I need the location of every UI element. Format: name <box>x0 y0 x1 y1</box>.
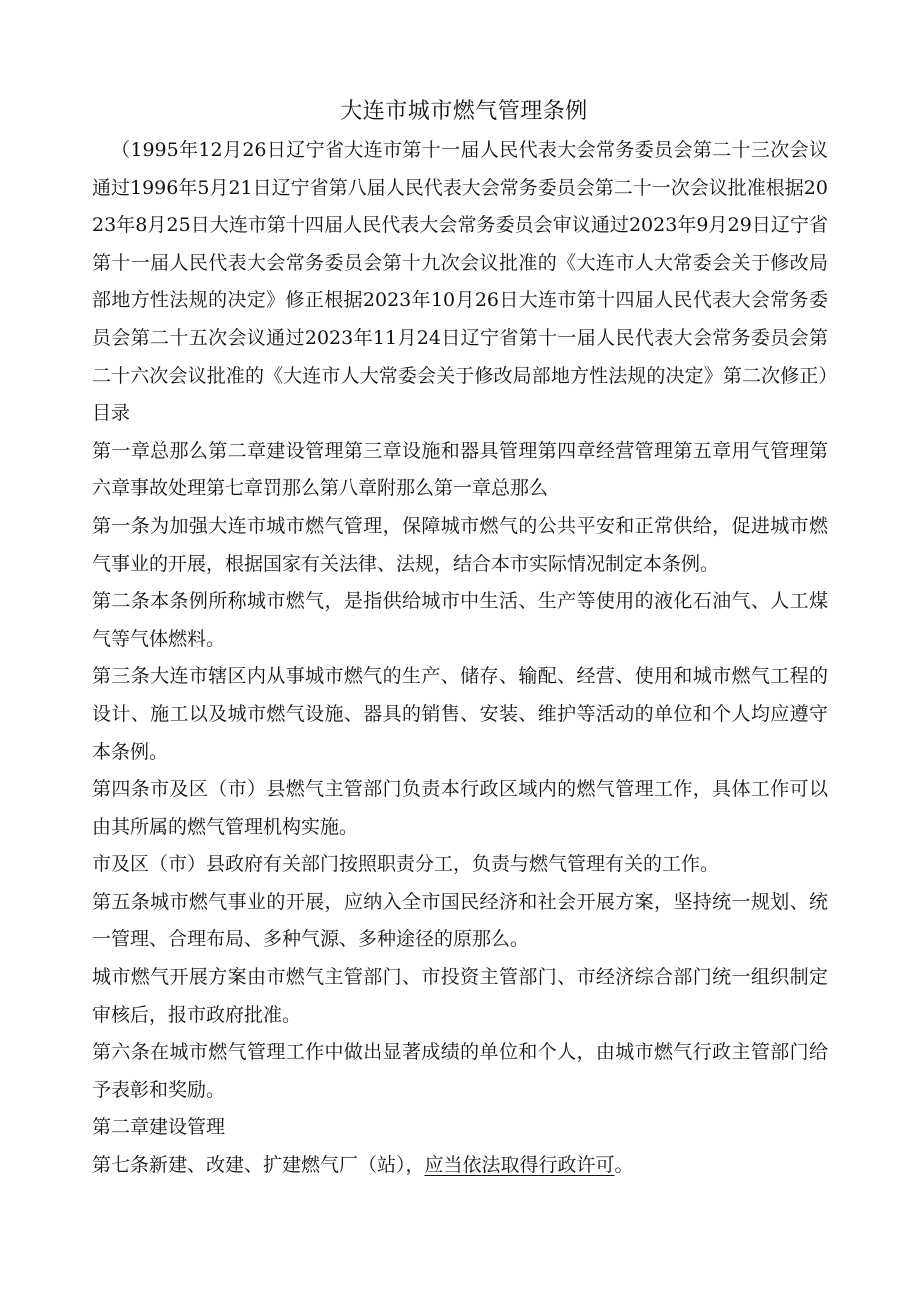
article-4-clause-paragraph: 市及区（市）县政府有关部门按照职责分工，负责与燃气管理有关的工作。 <box>92 853 720 876</box>
article-7-tail-text: 。 <box>614 1154 634 1177</box>
article-1-paragraph: 第一条为加强大连市城市燃气管理，保障城市燃气的公共平安和正常供给，促进城市燃气事业的开展，根据国家有关法律、法规，结合本市实际情况制定本条例。 <box>92 514 828 575</box>
article-2-paragraph: 第二条本条例所称城市燃气，是指供给城市中生活、生产等使用的液化石油气、人工煤气等气体燃料。 <box>92 590 828 650</box>
document-title: 大连市城市燃气管理条例 <box>340 99 588 124</box>
article-5-paragraph: 第五条城市燃气事业的开展，应纳入全市国民经济和社会开展方案，坚持统一规划、统一管理、合理布局、多种气源、多种途径的原那么。 <box>92 890 828 951</box>
article-4-paragraph: 第四条市及区（市）县燃气主管部门负责本行政区域内的燃气管理工作，具体工作可以由其所属的燃气管理机构实施。 <box>92 778 828 838</box>
article-5-clause-paragraph: 城市燃气开展方案由市燃气主管部门、市投资主管部门、市经济综合部门统一组织制定审核后，报市政府批准。 <box>92 966 828 1026</box>
document-page <box>92 92 828 1185</box>
preamble-paragraph: （1995年12月26日辽宁省大连市第十一届人民代表大会常务委员会第二十三次会议通过1996年5月21日辽宁省第八届人民代表大会常务委员会第二十一次会议批准根据2023年8月25日大连市第十四届人民代表大会常务委员会审议通过2023年9月29日辽宁省第十一届人民代表大会常务委员会第十九次会议批准的《大连市人大常委会关于修改局部地方性法规的决定》修正根据2023年10月26日大连市第十四届人民代表大会常务委员会第二十五次会议通过2023年11月24日辽宁省第十一届人民代表大会常务委员会第二十六次会议批准的《大连市人大常委会关于修改局部地方性法规的决定》第二次修正）目录 <box>92 139 828 425</box>
table-of-contents-paragraph: 第一章总那么第二章建设管理第三章设施和器具管理第四章经营管理第五章用气管理第六章事故处理第七章罚那么第八章附那么第一章总那么 <box>92 439 828 500</box>
article-6-paragraph: 第六条在城市燃气管理工作中做出显著成绩的单位和个人，由城市燃气行政主管部门给予表彰和奖励。 <box>92 1041 828 1101</box>
article-7-underlined-text: 应当依法取得行政许可 <box>424 1154 615 1177</box>
chapter-2-heading: 第二章建设管理 <box>92 1116 226 1139</box>
article-3-paragraph: 第三条大连市辖区内从事城市燃气的生产、储存、输配、经营、使用和城市燃气工程的设计、施工以及城市燃气设施、器具的销售、安装、维护等活动的单位和个人均应遵守本条例。 <box>92 665 828 763</box>
article-7-paragraph <box>92 1147 828 1185</box>
article-7-lead-text: 第七条新建、改建、扩建燃气厂（站）， <box>92 1154 425 1177</box>
